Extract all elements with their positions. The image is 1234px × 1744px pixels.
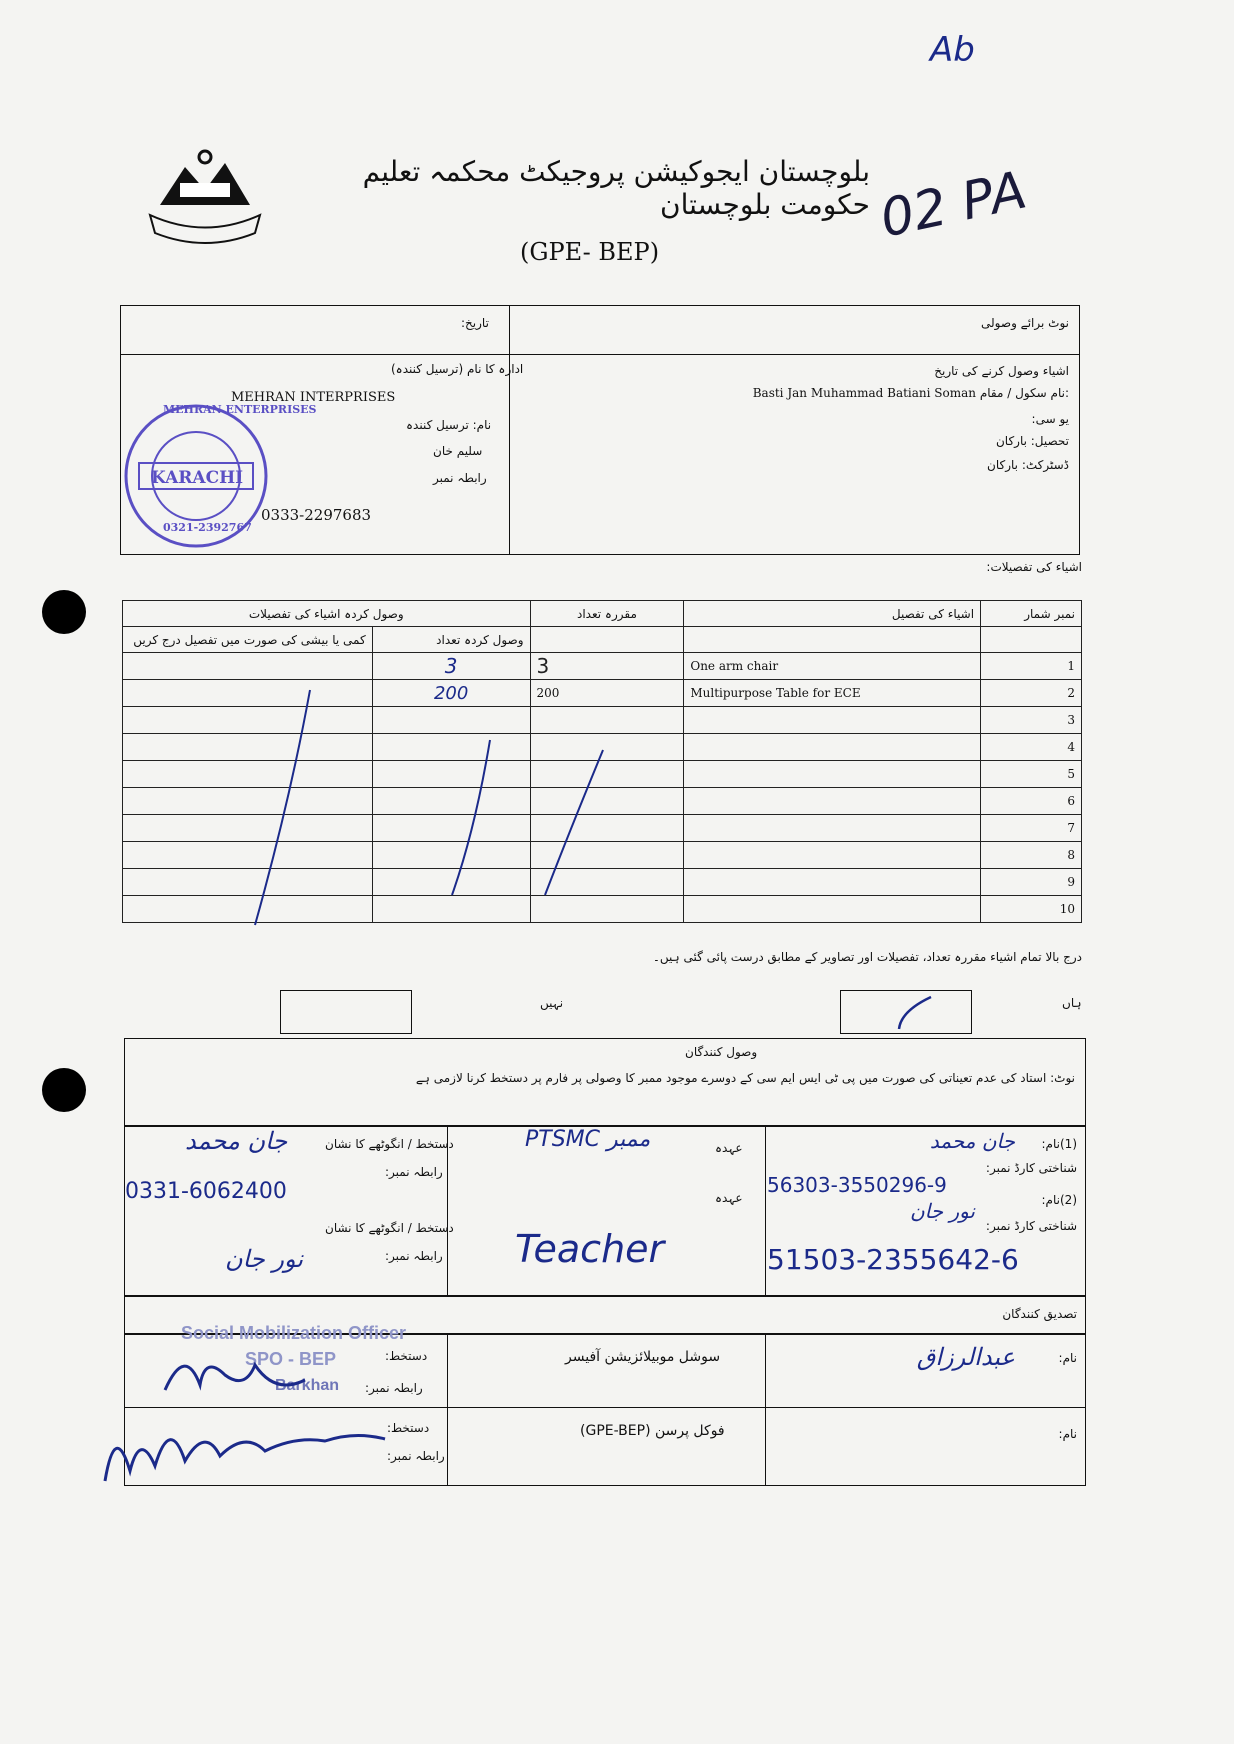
table-row: 7: [123, 815, 1082, 842]
verifiers-title: تصدیق کنندگان: [1002, 1307, 1077, 1321]
punch-hole-top: [42, 590, 86, 634]
sm-stamp-line3: Barkhan: [275, 1377, 340, 1394]
cnic1-label: شناختی کارڈ نمبر:: [985, 1161, 1077, 1175]
sender-value: سلیم خان: [433, 444, 483, 458]
contact-label: رابطہ نمبر: [433, 471, 487, 485]
cnic2-label: شناختی کارڈ نمبر:: [985, 1219, 1077, 1233]
designation1-label: عہدہ: [715, 1141, 743, 1155]
items-heading: اشیاء کی تفصیلات:: [986, 560, 1082, 574]
receivers-note-box: [124, 1038, 1086, 1126]
designation2-value: Teacher: [515, 1227, 665, 1271]
name2-value: نور جان: [909, 1199, 975, 1223]
sr-header: نمبر شمار: [981, 601, 1082, 627]
phone1-value: 0331-6062400: [125, 1179, 287, 1204]
sm-stamp-line1: Social Mobilization Officer: [181, 1323, 407, 1343]
verifier1-role: سوشل موبیلائزیشن آفیسر: [565, 1349, 721, 1365]
sign2-value: نور جان: [225, 1245, 304, 1273]
phone2-label: رابطہ نمبر:: [385, 1249, 443, 1263]
yes-checkbox[interactable]: [840, 990, 972, 1034]
verifier1-name-value: عبدالرزاق: [916, 1343, 1015, 1371]
uc-label: یو سی:: [1031, 412, 1069, 426]
verifier2-role: فوکل پرسن (GPE-BEP): [580, 1423, 725, 1439]
sign2-label: دستخط / انگوٹھے کا نشان: [325, 1221, 454, 1235]
name1-label: (1)نام:: [1041, 1137, 1077, 1151]
school-value: Basti Jan Muhammad Batiani Soman: [752, 386, 977, 400]
org-value: MEHRAN INTERPRISES: [231, 390, 396, 405]
school-field: [753, 386, 1069, 400]
table-row: 9: [123, 869, 1082, 896]
receivers-note: نوٹ: استاد کی عدم تعیناتی کی صورت میں پی ٹی ایس ایم سی کے دوسرے موجود ممبر کا وصولی پر فارم پر دستخط کرنا لازمی ہے: [415, 1071, 1075, 1085]
no-label: نہیں: [540, 996, 564, 1010]
table-row: 200 200 Multipurpose Table for ECE 2: [123, 680, 1082, 707]
tehsil-label: تحصیل: بارکان: [995, 434, 1069, 448]
cnic1-value: 56303-3550296-9: [767, 1173, 947, 1197]
strike-lines: [220, 680, 640, 940]
header-title: بلوچستان ایجوکیشن پروجیکٹ محکمہ تعلیم حکومت بلوچستان: [362, 155, 870, 221]
verifier2-sign-label: دستخط:: [387, 1421, 430, 1435]
yes-label: ہاں: [1062, 996, 1082, 1010]
initials-mark: Ab: [930, 30, 975, 70]
receivers-title: وصول کنندگان: [685, 1045, 758, 1059]
verifier1-signature: [155, 1345, 325, 1405]
table-row: 8: [123, 842, 1082, 869]
verifier2-name-label: نام:: [1058, 1427, 1077, 1441]
verifier1-phone-label: رابطہ نمبر:: [365, 1381, 423, 1395]
confirmation-text: درج بالا تمام اشیاء مقررہ تعداد، تفصیلات اور تصاویر کے مطابق درست پائی گئی ہیں۔: [652, 950, 1082, 964]
verifier1-name-label: نام:: [1058, 1351, 1077, 1365]
table-row: 10: [123, 896, 1082, 923]
table-row: 3: [123, 707, 1082, 734]
district-label: ڈسٹرکٹ: بارکان: [987, 458, 1069, 472]
cnic2-value: 51503-2355642-6: [767, 1243, 1019, 1276]
header-subtitle: (GPE- BEP): [520, 238, 660, 266]
name2-label: (2)نام:: [1041, 1193, 1077, 1207]
designation2-label: عہدہ: [715, 1191, 743, 1205]
school-label: نام سکول / مقام:: [979, 386, 1069, 400]
punch-hole-bottom: [42, 1068, 86, 1112]
org-label: ادارہ کا نام (ترسیل کنندہ): [391, 362, 524, 376]
phone1-label: رابطہ نمبر:: [385, 1165, 443, 1179]
desc-header: اشیاء کی تفصیل: [684, 601, 981, 627]
stamp-bottom-text: 0321-2392767: [163, 521, 252, 534]
note-receipt-label: نوٹ برائے وصولی: [981, 316, 1069, 330]
qty-header: مقررہ تعداد: [530, 601, 684, 627]
contact-value: 0333-2297683: [261, 506, 372, 524]
designation1-value: PTSMC ممبر: [525, 1127, 651, 1152]
verifier1-sign-label: دستخط:: [385, 1349, 428, 1363]
verifier2-signature: [95, 1411, 405, 1491]
balochistan-logo: [140, 145, 270, 255]
sm-stamp-line2: SPO - BEP: [245, 1349, 337, 1369]
corner-mark: 02 PA: [875, 160, 1032, 250]
stamp-center-text: KARACHI: [151, 468, 244, 488]
no-checkbox[interactable]: [280, 990, 412, 1034]
table-row: 6: [123, 788, 1082, 815]
date-label: تاریخ:: [461, 316, 489, 330]
verifier2-phone-label: رابطہ نمبر:: [387, 1449, 445, 1463]
sign1-value: جان محمد: [185, 1127, 288, 1155]
receipt-info-box: [120, 305, 1080, 555]
receive-date-label: اشیاء وصول کرنے کی تاریخ: [934, 364, 1069, 378]
table-row: 5: [123, 761, 1082, 788]
sign1-label: دستخط / انگوٹھے کا نشان: [325, 1137, 454, 1151]
sender-label: نام: ترسیل کنندہ: [406, 418, 492, 432]
received-group-header: وصول کردہ اشیاء کی تفصیلات: [123, 601, 531, 627]
received-qty-header: وصول کردہ تعداد: [372, 627, 530, 653]
table-row: 3 3 One arm chair 1: [123, 653, 1082, 680]
table-row: 4: [123, 734, 1082, 761]
receivers-sign-box: [124, 1126, 1086, 1296]
stamp-top-text: MEHRAN ENTERPRISES: [163, 403, 317, 416]
verifiers-sign-box: [124, 1323, 1086, 1486]
shortage-header: کمی یا بیشی کی صورت میں تفصیل درج کریں: [123, 627, 373, 653]
name1-value: جان محمد: [929, 1129, 1015, 1153]
